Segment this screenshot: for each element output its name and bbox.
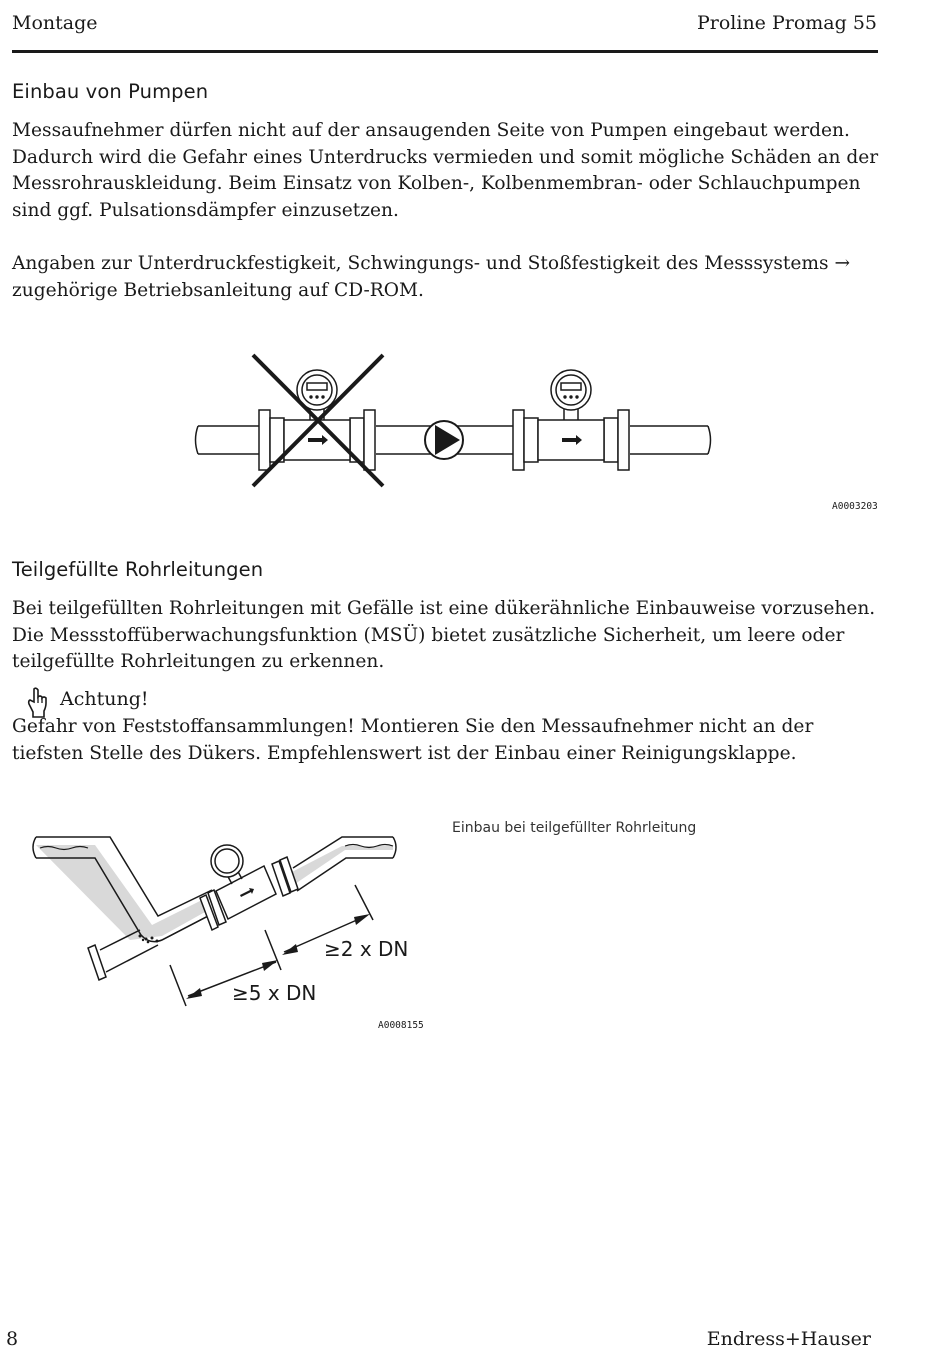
footer-brand: Endress+Hauser: [706, 1328, 871, 1350]
dimension-downstream: ≥2 x DN: [324, 937, 409, 961]
header-product-name: Proline Promag 55: [696, 12, 877, 34]
pumps-text-2: Angaben zur Unterdruckfestigkeit, Schwingungs- und Stoßfestigkeit des Messsystems → zugehörige Betriebsanleitung auf CD-ROM.: [12, 253, 851, 301]
page-number: 8: [6, 1328, 19, 1350]
figure-id-pumps: A0003203: [832, 501, 878, 512]
partially-filled-text: Bei teilgefüllten Rohrleitungen mit Gefälle ist eine dükerähnliche Einbauweise vorzusehen. Die Messstoffüberwachungsfunktion (MSÜ) bietet zusätzliche Sicherheit, um leere oder teilgefüllte Rohrleitungen zu erkennen.: [12, 598, 876, 673]
dimension-upstream: ≥5 x DN: [232, 981, 317, 1005]
section-title-partially-filled: Teilgefüllte Rohrleitungen: [12, 558, 264, 581]
header-section-label: Montage: [12, 12, 98, 34]
figure-id-siphon: A0008155: [378, 1020, 424, 1031]
section-title-pumps: Einbau von Pumpen: [12, 80, 209, 103]
note-text: Gefahr von Feststoffansammlungen! Montieren Sie den Messaufnehmer nicht an der tiefsten Stelle des Dükers. Empfehlenswert ist der Einbau einer Reinigungsklappe.: [12, 716, 814, 764]
note-title: Achtung!: [60, 688, 149, 710]
figure-caption-siphon: Einbau bei teilgefüllter Rohrleitung: [452, 820, 697, 836]
pumps-text-1: Messaufnehmer dürfen nicht auf der ansaugenden Seite von Pumpen eingebaut werden. Dadurch wird die Gefahr eines Unterdrucks vermieden und somit mögliche Schäden an der Messrohrauskleidung. Beim Einsatz von Kolben-, Kolbenmembran- oder Schlauchpumpen sind ggf. Pulsationsdämpfer einzusetzen.: [12, 120, 879, 221]
